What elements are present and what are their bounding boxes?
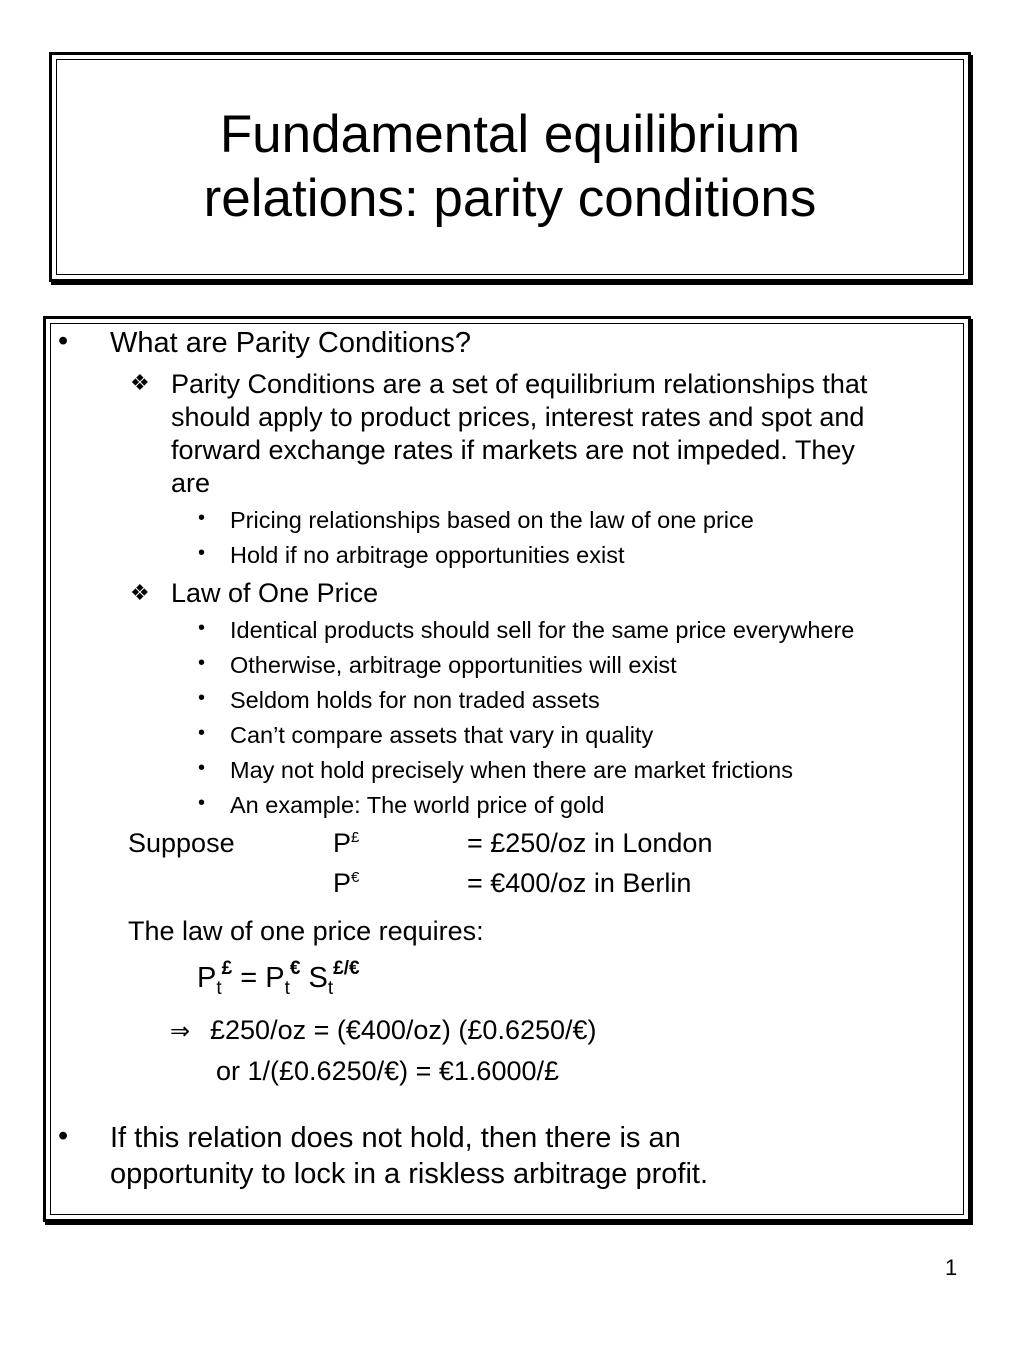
bullet-icon: • [198, 542, 206, 564]
bullet-icon: • [198, 687, 206, 709]
bullet-icon: • [198, 722, 206, 744]
law-of-one-price-equation: $P_t^£ = P_t^€$ $S_t^{£/€}$ [197, 958, 360, 999]
price-euro-symbol: P€ [333, 868, 360, 898]
list-item: An example: The world price of gold [230, 792, 605, 818]
bullet-icon: • [198, 757, 206, 779]
title-line-1: Fundamental equilibrium [219, 105, 801, 164]
bullet-parity-question: What are Parity Conditions? [110, 327, 472, 359]
bullet-icon: • [198, 507, 206, 529]
diamond-bullet-icon: ❖ [130, 370, 150, 395]
bullet-icon: • [198, 617, 206, 639]
arbitrage-line-2: opportunity to lock in a riskless arbitrage profit. [110, 1158, 708, 1190]
implication-line: £250/oz = (€400/oz) (£0.6250/€) [210, 1015, 597, 1045]
berlin-price: = €400/oz in Berlin [467, 868, 692, 898]
london-price: = £250/oz in London [467, 828, 713, 858]
parity-definition-line-3: forward exchange rates if markets are not impeded. They [171, 435, 855, 465]
list-item: Hold if no arbitrage opportunities exist [230, 542, 625, 568]
list-item: Otherwise, arbitrage opportunities will exist [230, 652, 677, 678]
parity-definition-line-1: Parity Conditions are a set of equilibrium relationships that [171, 369, 868, 399]
arbitrage-line-1: If this relation does not hold, then there is an [110, 1122, 681, 1154]
page-number: 1 [945, 1255, 958, 1280]
list-item: Can’t compare assets that vary in quality [230, 722, 654, 748]
list-item: Identical products should sell for the same price everywhere [230, 617, 855, 643]
price-pound-symbol: P£ [333, 828, 360, 858]
suppose-label: Suppose [128, 828, 235, 858]
bullet-icon: • [58, 1120, 69, 1152]
inverse-rate-line: or 1/(£0.6250/€) = €1.6000/£ [216, 1056, 560, 1086]
bullet-icon: • [198, 652, 206, 674]
title-line-2: relations: parity conditions [203, 169, 817, 228]
slide-title [52, 103, 968, 231]
parity-definition-line-4: are [171, 468, 211, 498]
bullet-icon: • [58, 325, 69, 357]
bullet-icon: • [198, 792, 206, 814]
implies-icon: ⇒ [170, 1017, 191, 1045]
law-of-one-price-heading: Law of One Price [171, 578, 379, 608]
title-frame [49, 52, 971, 282]
list-item: Seldom holds for non traded assets [230, 687, 600, 713]
list-item: Pricing relationships based on the law of one price [230, 507, 754, 533]
requires-text: The law of one price requires: [128, 916, 484, 946]
parity-definition-line-2: should apply to product prices, interest rates and spot and [171, 402, 865, 432]
diamond-bullet-icon: ❖ [130, 580, 150, 605]
list-item: May not hold precisely when there are market frictions [230, 757, 793, 783]
